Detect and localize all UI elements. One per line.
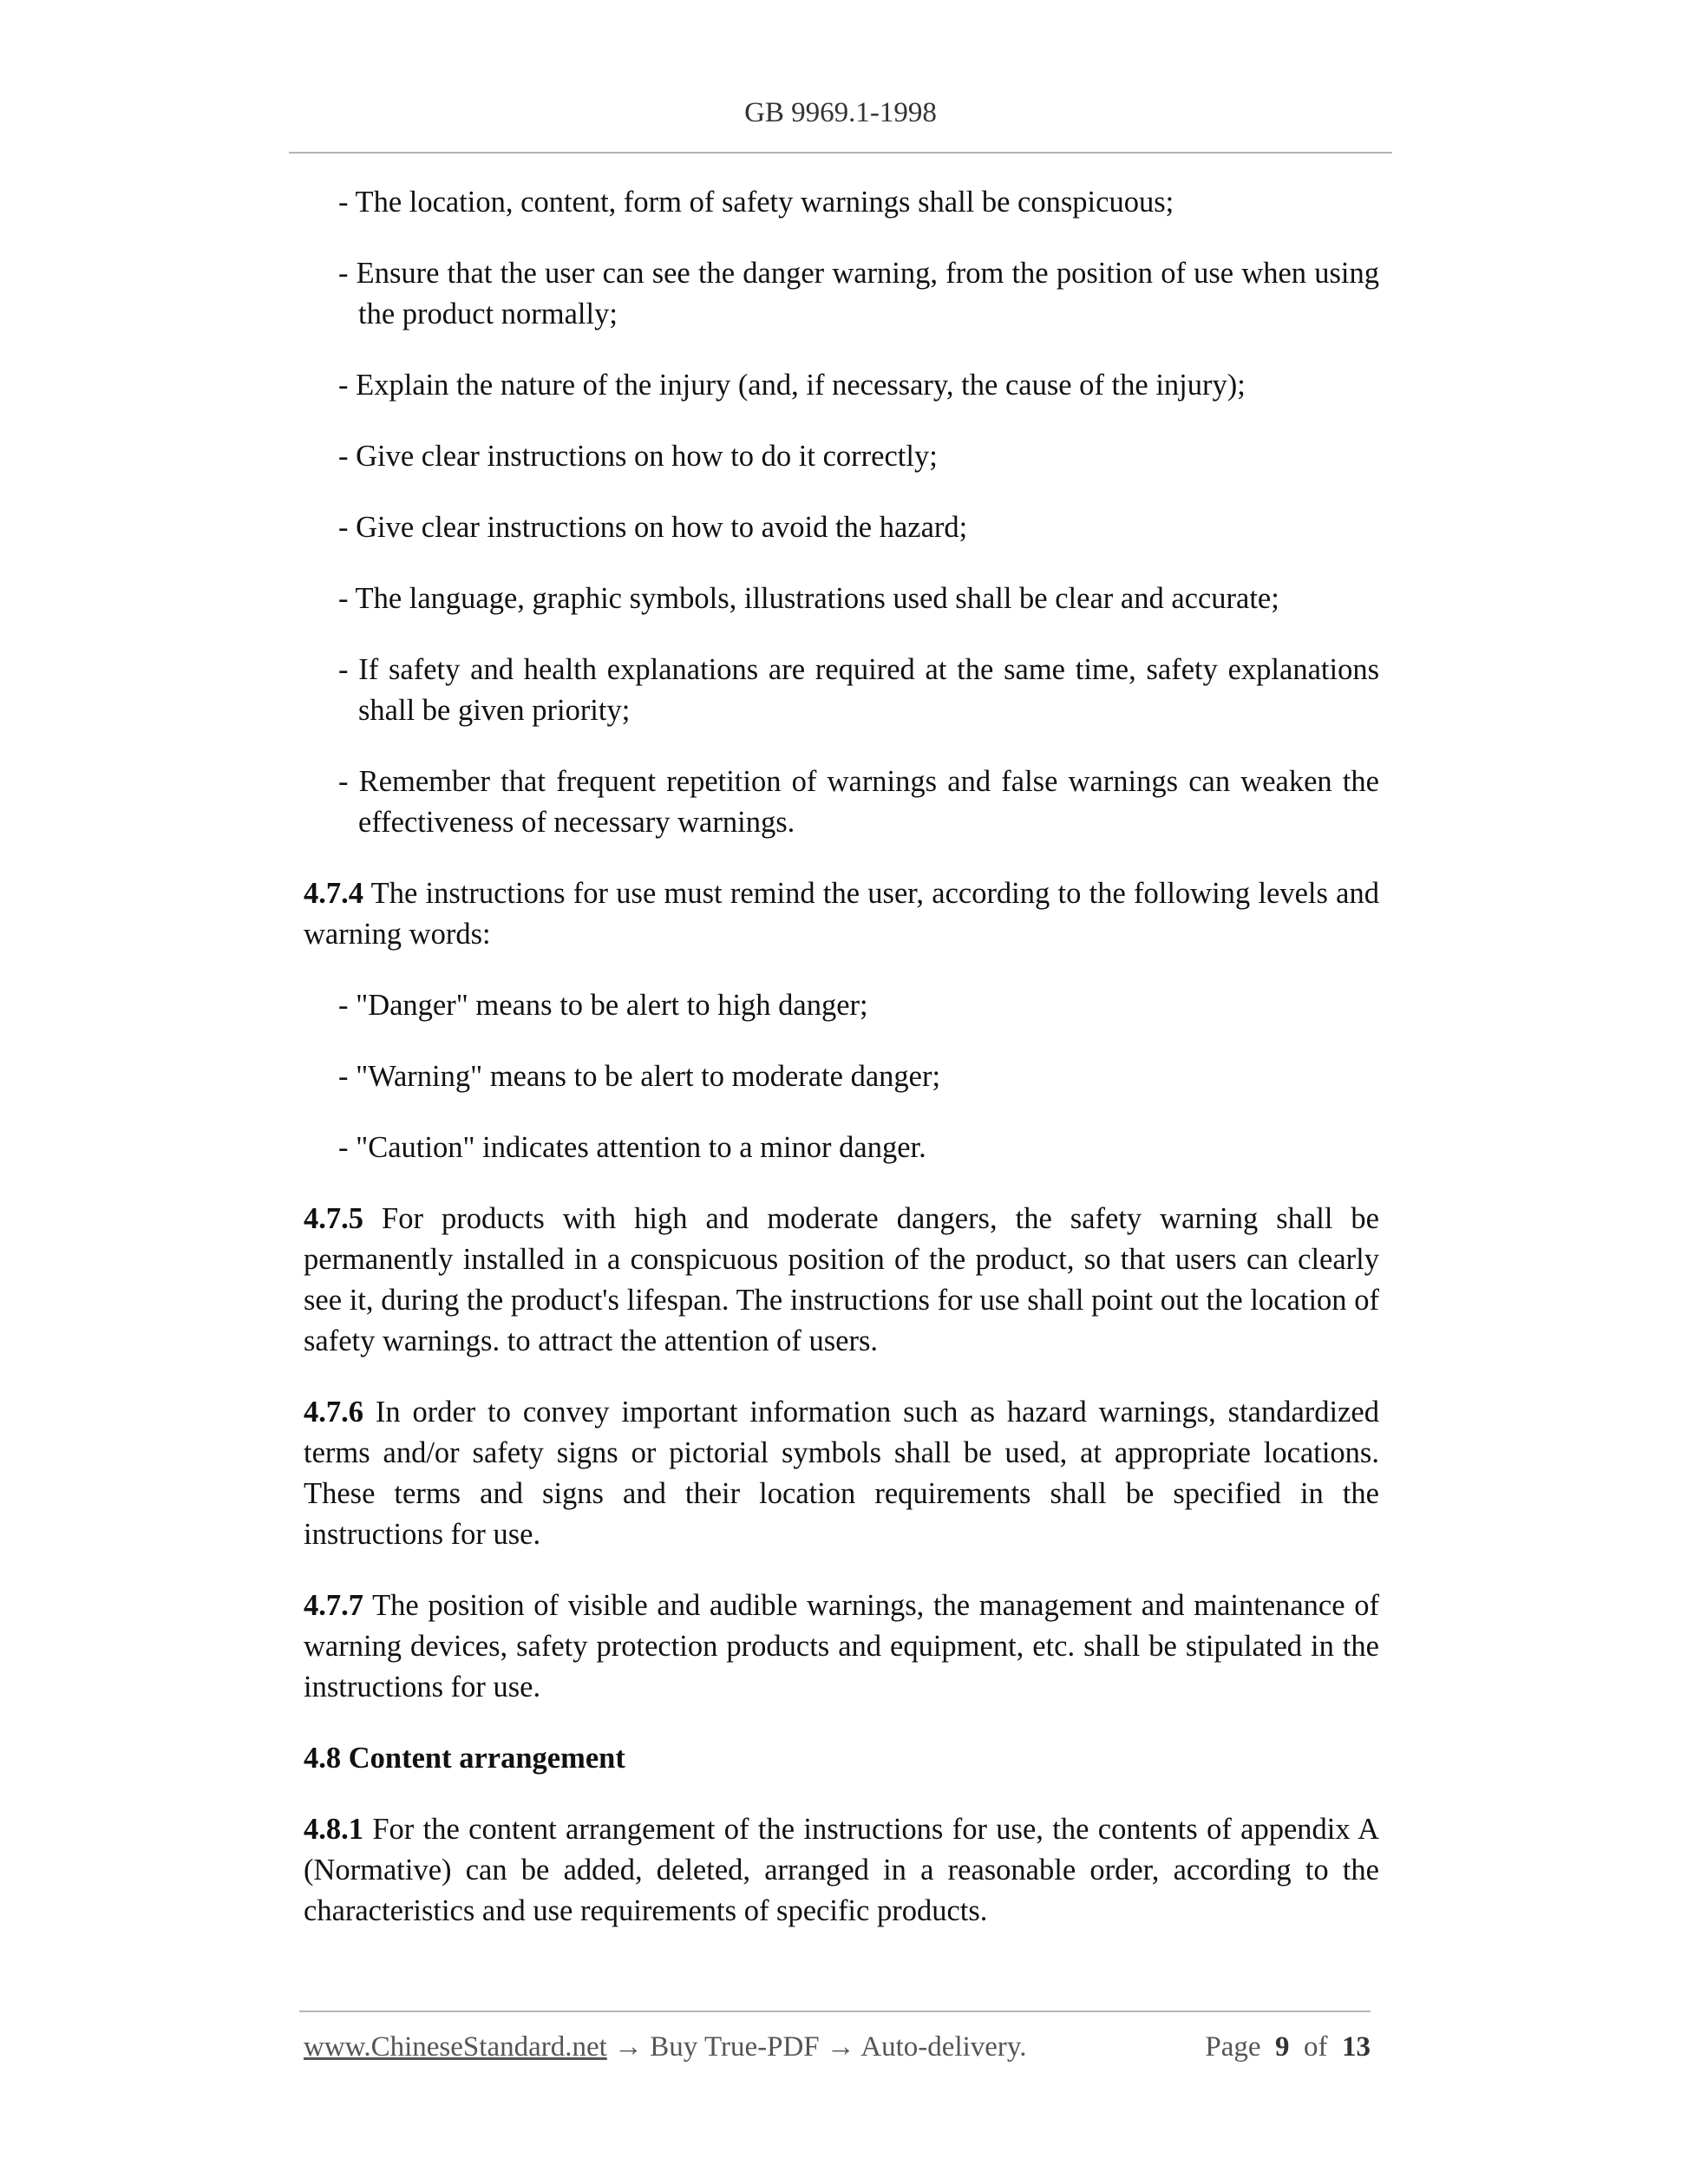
bullet-item: - If safety and health explanations are required at the same time, safety explanations shall be given priority; — [338, 653, 1379, 727]
bullet-item: - Give clear instructions on how to avoid the hazard; — [338, 511, 968, 544]
bullet-item: - Remember that frequent repetition of warnings and false warnings can weaken the effectiveness of necessary warnings. — [338, 765, 1379, 839]
warning-level-item: - "Danger" means to be alert to high danger; — [338, 989, 868, 1022]
clause-number: 4.7.6 — [304, 1396, 363, 1429]
clause-4-7-5 — [304, 1199, 1379, 1362]
clause-4-8-1 — [304, 1809, 1379, 1932]
page-indicator — [1205, 2028, 1371, 2066]
bullet-item: - The language, graphic symbols, illustrations used shall be clear and accurate; — [338, 582, 1279, 615]
bullet-item: - Give clear instructions on how to do it correctly; — [338, 440, 938, 473]
clause-number: 4.8.1 — [304, 1813, 363, 1846]
header-divider — [289, 152, 1392, 154]
footer-promo — [304, 2028, 1027, 2066]
website-link[interactable]: www.ChineseStandard.net — [304, 2031, 607, 2063]
clause-text: The instructions for use must remind the user, according to the following levels and warning words: — [304, 877, 1379, 951]
clause-text: In order to convey important information such as hazard warnings, standardized terms and/or safety signs or pictorial symbols shall be used, at appropriate locations. These terms and signs and their location requirements shall be specified in the instructions for use. — [304, 1396, 1379, 1551]
clause-4-7-4 — [304, 873, 1379, 955]
warning-level-item: - "Warning" means to be alert to moderate danger; — [338, 1060, 941, 1093]
clause-number: 4.7.7 — [304, 1589, 363, 1622]
section-heading-4-8: 4.8 Content arrangement — [304, 1742, 625, 1775]
clause-4-7-6 — [304, 1392, 1379, 1555]
clause-4-7-7 — [304, 1586, 1379, 1708]
bullet-item: - The location, content, form of safety warnings shall be conspicuous; — [338, 186, 1174, 219]
of-label: of — [1304, 2031, 1328, 2063]
clause-number: 4.7.5 — [304, 1202, 363, 1235]
bullet-item: - Explain the nature of the injury (and, if necessary, the cause of the injury); — [338, 369, 1246, 402]
clause-text: For the content arrangement of the instructions for use, the contents of appendix A (Normative) can be added, deleted, arranged in a reasonable order, according to the characteristics and use requirements of specific products. — [304, 1813, 1379, 1927]
document-header-title: GB 9969.1-1998 — [744, 97, 937, 128]
bullet-item: - Ensure that the user can see the danger warning, from the position of use when using the product normally; — [338, 257, 1379, 330]
footer-promo-text: → Buy True-PDF → Auto-delivery. — [606, 2031, 1027, 2063]
clause-text: The position of visible and audible warnings, the management and maintenance of warning devices, safety protection products and equipment, etc. shall be stipulated in the instructions for use. — [304, 1589, 1379, 1703]
page-label: Page — [1205, 2031, 1261, 2063]
page-current: 9 — [1275, 2031, 1290, 2063]
clause-number: 4.7.4 — [304, 877, 363, 910]
document-body — [304, 182, 1379, 1962]
footer-divider — [299, 2011, 1371, 2012]
page-total: 13 — [1342, 2031, 1371, 2063]
warning-level-item: - "Caution" indicates attention to a minor danger. — [338, 1131, 926, 1164]
clause-text: For products with high and moderate dangers, the safety warning shall be permanently installed in a conspicuous position of the product, so that users can clearly see it, during the product's lifespan. The instructions for use shall point out the location of safety warnings. to attract the attention of users. — [304, 1202, 1379, 1357]
